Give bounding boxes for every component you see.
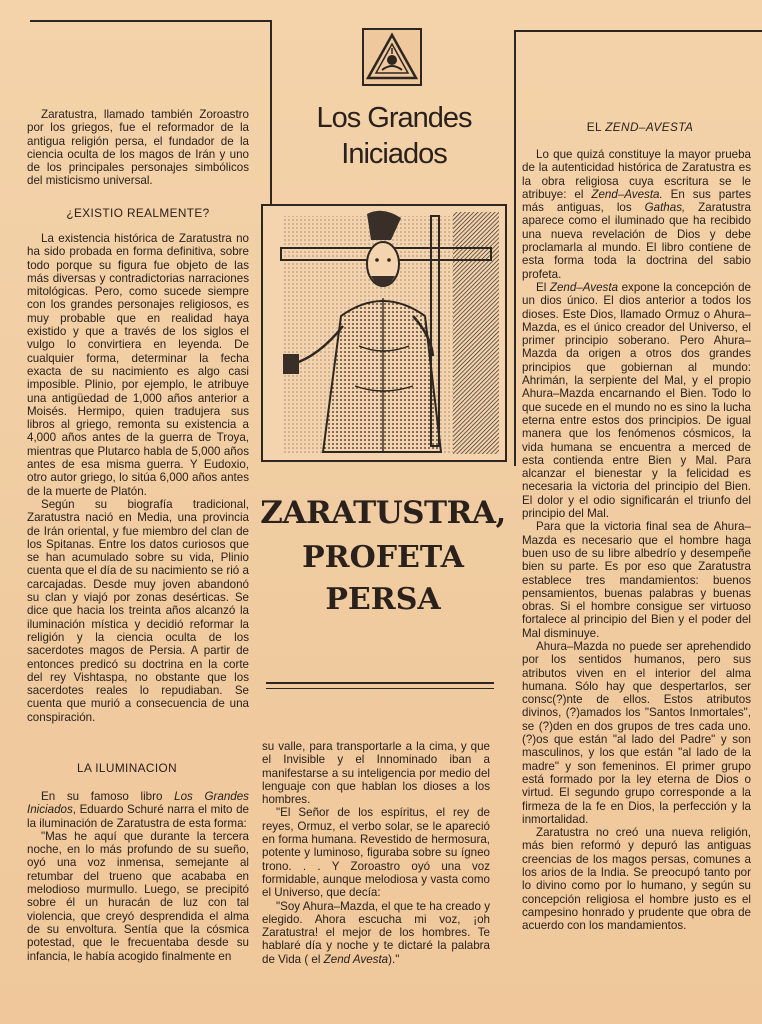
dios-unico-a: El [536, 280, 550, 294]
paragraph-existencia: La existencia histórica de Zaratustra no ha sido probada en forma definitiva, sobre todo porque su figura fue objeto de las más diversas y contradictorias narraciones mitológicas. Pero, como sucede siempre con los grandes personajes religiosos, es muy probable que en realidad haya existido y que a través de los siglos el vulgo lo convirtiera en leyenda. De cualquier forma, determinar la fecha exacta de su nacimiento es algo casi imposible. Plinio, por ejemplo, le atribuye una antigüedad de 1,000 años anterior a Moisés. Hermipo, quien tradujera sus libros al griego, remonta su existencia a 4,000 años antes de la guerra de Troya, mientras que Plutarco habla de 5,000 años antes de esa misma guerra. Y Eudoxio, otro autor griego, lo sitúa 6,000 años antes de la muerte de Platón. [27, 232, 249, 498]
left-column-side-rule [270, 20, 272, 204]
autenticidad-e: Zaratustra aparece como el iluminado que ha recibido una nueva revelación de Dios y debe proclamarla al mundo. El libro contiene de esta forma toda la doctrina del sabio profeta. [522, 201, 751, 281]
triangle-emblem-icon [364, 30, 420, 84]
heading-zend-avesta [540, 120, 740, 134]
paragraph-aprehendido: Ahura–Mazda no puede ser aprehendido por los sentidos humanos, pero sus atributos viven en el interior del alma humana. Sólo hay que despertarlos, ser consc(?)nte de ellos. Estos atributos divinos, (?)amados los "Santos Inmortales", se (?)den en dos grupos de tres cada uno. (?)os que están "al lado del Padre" y son masculinos, y los que están "al lado de la madre" y son femeninos. El primer grupo está formado por la ley eterna de Dios o virtud. El segundo grupo corresponde a la firmeza de la fe en Dios, la perfección y la inmortalidad. [522, 639, 751, 826]
article-title [254, 494, 512, 616]
title-line-3: PERSA [325, 582, 441, 617]
title-rule-lower [266, 688, 494, 689]
left-column-top-rule [30, 20, 272, 22]
paragraph-biografia: Según su biografía tradicional, Zaratustra nació en Media, una provincia de Irán oriental, y fue miembro del clan de los Spitanas. Entre los datos curiosos que se han acumulado sobre su vida, Plinio cuenta que el día de su nacimiento se rió a carcajadas. Desde muy joven abandonó su clan y viajó por zonas desérticas. Se dice que hacia los treinta años alcanzó la iluminación mística y decidió reformar la religión y la ciencia oculta de los sacerdotes magos de Persia. A partir de entonces predicó su doctrina en la corte del rey Vishtaspa, no obstante que los sacerdotes reales lo repudiaban. Se cuenta que murió a consecuencia de una conspiración. [27, 497, 249, 724]
dios-unico-c: expone la concepción de un dios único. El dios anterior a todos los dioses. Este Dios, llamado Ormuz o Ahura–Mazda, es el único creador del Universo, el primer principio soberano. Pero Ahura–Mazda da origen a otros dos grandes principios que gobiernan al mundo: Ahrimán, la serpiente del Mal, y el propio Ahura–Mazda encarnando el Bien. Todo lo que sucede en el mundo no es sino la lucha eterna entre estos dos principios. De igual manera que los fenómenos cósmicos, la vida humana se encuentra a merced de esta contienda entre Bien y Mal. Para alcanzar el bienestar y la felicidad es necesaria la victoria del principio del Bien. El dolor y el odio significarán el triunfo del principio del Mal. [522, 280, 751, 521]
right-column-top-rule [514, 30, 762, 32]
series-logo [362, 28, 422, 86]
title-line-2: PROFETA [302, 540, 464, 575]
heading-zend-a: EL [586, 120, 606, 134]
paragraph-ahura-quote [262, 900, 490, 966]
schure-book-title: Los Grandes Iniciados [27, 790, 249, 817]
left-column [27, 108, 249, 188]
right-column [522, 148, 751, 933]
title-line-1: ZARATUSTRA, [260, 495, 506, 531]
schure-text-c: , Eduardo Schuré narra el mito de la iluminación de Zaratustra de esta forma: [27, 803, 249, 830]
ahura-quote-a: "Soy Ahura–Mazda, el que te ha creado y elegido. Ahora escucha mi voz, ¡oh Zaratustra! el mejor de los hombres. Te hablaré día y noche y te dictaré la palabra de Vida ( el [262, 899, 490, 966]
heading-zend-b: ZEND–AVESTA [605, 120, 694, 134]
paragraph-victoria: Para que la victoria final sea de Ahura–Mazda es necesario que el hombre haga buen uso de su libre albedrío y desempeñe bien su parte. Es por eso que Zaratustra establece tres mandamientos: buenos pensamientos, buenas palabras y buenas obras. Si el hombre consigue ser virtuoso fortalece al principio del Bien y el poder del Mal disminuye. [522, 520, 751, 640]
series-title-line2: Iniciados [341, 138, 447, 170]
illustration-frame [261, 204, 507, 462]
left-column-body [27, 232, 249, 724]
autenticidad-c: En sus partes más antiguas, los [522, 187, 752, 215]
paragraph-no-creo: Zaratustra no creó una nueva religión, más bien reformó y depuró las antiguas creencias de los magos persas, comunes a los arios de la India. Se preocupó tanto por lo divino como por lo humano, y según su concepción religiosa el hombre justo es el campesino honrado y prudente que obra de acuerdo con los mandamientos. [522, 826, 751, 933]
paragraph-dios-unico [522, 281, 751, 520]
zoroaster-engraving [263, 206, 505, 460]
right-column-side-rule [514, 30, 516, 466]
series-title [280, 100, 508, 172]
heading-iluminacion: LA ILUMINACION [77, 761, 177, 775]
paragraph-valle: su valle, para transportarle a la cima, y que el Invisible y el Innominado iban a manifestarse a su inteligencia por medio del lenguaje con que hablan los dioses a los hombres. [262, 740, 490, 807]
autenticidad-d: Gathas, [644, 201, 686, 215]
dios-unico-b: Zend–Avesta [549, 280, 619, 294]
ahura-quote-book: Zend Avesta [323, 952, 389, 966]
paragraph-schure [27, 790, 249, 830]
middle-column [262, 740, 490, 966]
intro-paragraph: Zaratustra, llamado también Zoroastro por los griegos, fue el reformador de la antigua religión persa, el fundador de la ciencia oculta de los magos de Irán y uno de los principales personajes simbólicos del misticismo universal. [27, 108, 249, 188]
autenticidad-b: Zend–Avesta. [591, 187, 663, 201]
paragraph-senor: "El Señor de los espíritus, el rey de reyes, Ormuz, el verbo solar, se le apareció en forma humana. Revestido de hermosura, potente y luminoso, figuraba sobre su ígneo trono. . . Y Zoroastro oyó una voz formidable, aunque melodiosa y vasta como el Universo, que decía: [262, 806, 490, 900]
paragraph-autenticidad [522, 148, 751, 281]
autenticidad-a: Lo que quizá constituye la mayor prueba de la autenticidad histórica de Zaratustra es la obra religiosa cuya escritura se le atribuye: el [522, 148, 751, 201]
paragraph-quote-noche: "Mas he aquí que durante la tercera noche, en lo más profundo de su sueño, oyó una voz inmensa, semejante al retumbar del trueno que acababa en melodioso murmullo. Luego, se precipitó sobre él un huracán de luz con tal violencia, que creyó desprendida el alma de su envoltura. Sentía que la cósmica potestad, que le frecuentaba desde su infancia, le había acogido finalmente en [27, 829, 249, 963]
series-title-line1: Los Grandes [316, 102, 472, 134]
title-rule-upper [266, 682, 494, 684]
heading-existio: ¿EXISTIO REALMENTE? [66, 206, 210, 220]
left-column-iluminacion [27, 790, 249, 963]
ahura-quote-c: )." [388, 952, 400, 966]
schure-text-a: En su famoso libro [41, 790, 175, 803]
